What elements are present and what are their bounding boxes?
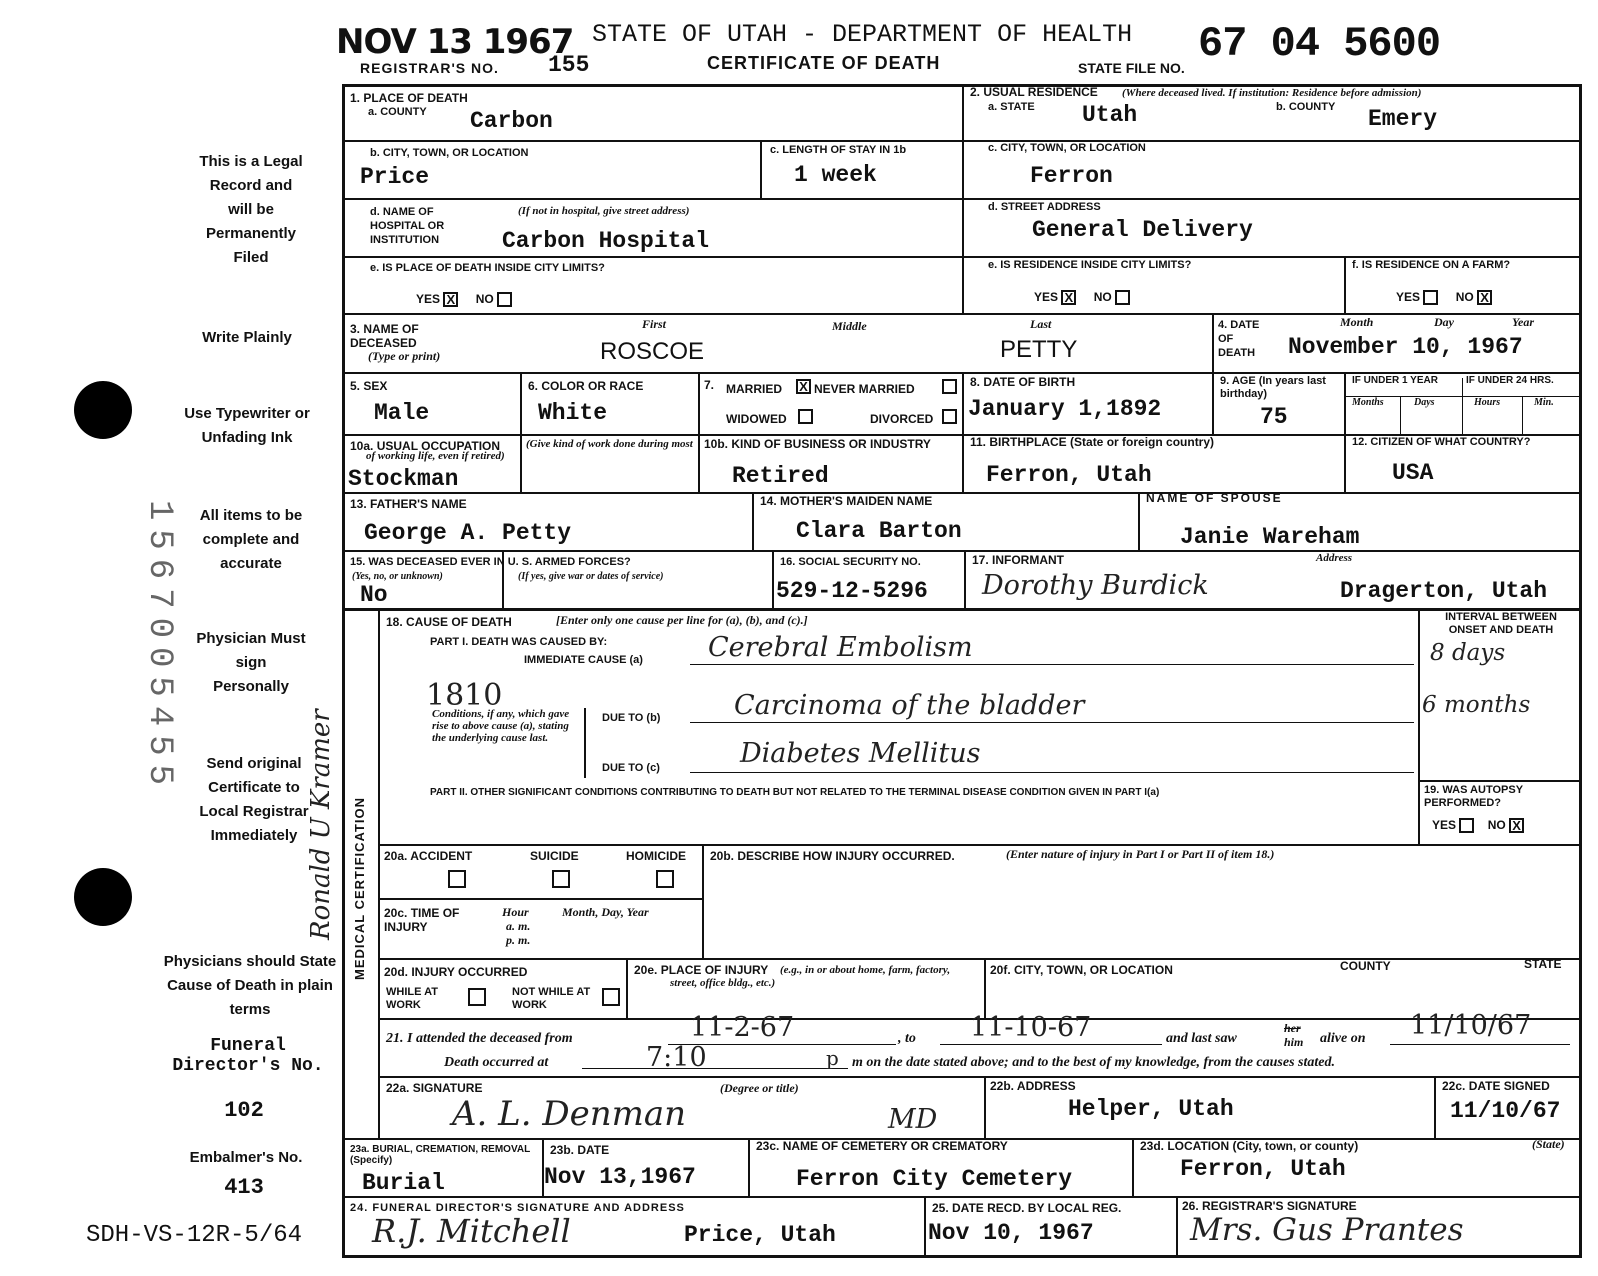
- month-label: Month: [1340, 315, 1374, 329]
- sex-label: 5. SEX: [350, 379, 388, 393]
- interval-b-value: 6 months: [1422, 692, 1531, 718]
- coding-number: 1810: [426, 678, 503, 713]
- first-name-value: ROSCOE: [600, 338, 705, 365]
- spouse-value: Janie Wareham: [1180, 524, 1360, 550]
- injury-state-label: STATE: [1524, 957, 1562, 971]
- punch-hole-bottom: [74, 868, 132, 926]
- while-at-work-label: WHILE AT WORK: [386, 986, 438, 1011]
- ssn-label: 16. SOCIAL SECURITY NO.: [780, 556, 921, 568]
- date-signed-label: 22c. DATE SIGNED: [1442, 1079, 1550, 1093]
- informant-label: 17. INFORMANT: [972, 553, 1065, 567]
- conditions-bracket: [578, 708, 586, 778]
- cemetery-label: 23c. NAME OF CEMETERY OR CREMATORY: [756, 1139, 1008, 1153]
- street-address-label: d. STREET ADDRESS: [988, 201, 1101, 213]
- funeral-director-address: Price, Utah: [684, 1222, 836, 1248]
- residence-inside-city-options: YES X NO: [1034, 290, 1130, 305]
- received-stamp: NOV 13 1967: [336, 22, 574, 62]
- autopsy-yes-checkbox[interactable]: [1459, 818, 1474, 833]
- age-label: 9. AGE (In years last birthday): [1220, 375, 1326, 400]
- part1-label: PART I. DEATH WAS CAUSED BY:: [430, 636, 608, 648]
- registrar-signature: Mrs. Gus Prantes: [1190, 1212, 1464, 1248]
- form-code: SDH-VS-12R-5/64: [86, 1222, 303, 1249]
- embalmer-label: Embalmer's No.: [189, 1149, 303, 1166]
- cause-b-value: Carcinoma of the bladder: [734, 690, 1085, 721]
- registrar-label: REGISTRAR'S NO.: [360, 60, 499, 76]
- cause-plain-note: Physicians should State Cause of Death in plain terms: [163, 953, 337, 1018]
- alive-on-value: 11/10/67: [1410, 1010, 1532, 1041]
- days-label: Days: [1414, 397, 1435, 408]
- burial-date-value: Nov 13,1967: [544, 1164, 696, 1190]
- birthplace-value: Ferron, Utah: [986, 462, 1152, 488]
- alive-on-label: alive on: [1320, 1031, 1366, 1046]
- autopsy-label: 19. WAS AUTOPSY PERFORMED?: [1424, 784, 1523, 809]
- occupation-label: 10a. USUAL OCCUPATION: [350, 439, 501, 453]
- father-label: 13. FATHER'S NAME: [350, 497, 467, 511]
- months-label: Months: [1352, 397, 1384, 408]
- funeral-director-signature-label: 24. FUNERAL DIRECTOR'S SIGNATURE AND ADDRESS: [350, 1202, 685, 1214]
- time-of-injury-label: 20c. TIME OF INJURY: [384, 906, 460, 934]
- residence-label: 2. USUAL RESIDENCE: [970, 85, 1098, 99]
- race-label: 6. COLOR OR RACE: [528, 379, 644, 393]
- death-city-label: b. CITY, TOWN, OR LOCATION: [370, 147, 529, 159]
- physician-signature: A. L. Denman: [452, 1094, 687, 1134]
- registrar-signature-label: 26. REGISTRAR'S SIGNATURE: [1182, 1199, 1357, 1213]
- vertical-control-number: 1567005455: [140, 500, 178, 795]
- occupation-note: (Give kind of work done during most of working life, even if retired): [366, 438, 693, 462]
- widowed-checkbox[interactable]: [798, 409, 813, 424]
- race-value: White: [538, 400, 608, 426]
- residence-county-label: b. COUNTY: [1276, 101, 1336, 113]
- occupation-value: Stockman: [348, 466, 459, 492]
- armed-forces-value: No: [360, 582, 388, 608]
- disposition-value: Burial: [362, 1170, 445, 1196]
- address-label: Address: [1316, 552, 1353, 564]
- informant-address-value: Dragerton, Utah: [1340, 578, 1548, 604]
- month-day-year-label: Month, Day, Year: [562, 905, 649, 919]
- funeral-director-number: 102: [224, 1098, 264, 1123]
- date-of-death-label: 4. DATE OF DEATH: [1218, 319, 1260, 359]
- farm-options: YES NO X: [1396, 290, 1492, 305]
- homicide-label: HOMICIDE: [626, 849, 686, 863]
- attended-label: 21. I attended the deceased from: [386, 1031, 573, 1046]
- farm-no-checkbox[interactable]: X: [1477, 290, 1492, 305]
- death-time-suffix: p: [826, 1046, 839, 1070]
- legal-record-note: This is a Legal Record and will be Permanently Filed: [199, 153, 303, 266]
- accident-checkbox[interactable]: [448, 870, 466, 888]
- her-label: her: [1284, 1021, 1301, 1035]
- cemetery-value: Ferron City Cemetery: [796, 1166, 1073, 1192]
- embalmer-number: 413: [224, 1175, 264, 1200]
- describe-injury-note: (Enter nature of injury in Part I or Part II of item 18.): [1006, 847, 1275, 861]
- year-label: Year: [1512, 315, 1534, 329]
- homicide-checkbox[interactable]: [656, 870, 674, 888]
- physician-address-value: Helper, Utah: [1068, 1096, 1234, 1122]
- type-or-print-note: (Type or print): [368, 349, 441, 363]
- length-of-stay-label: c. LENGTH OF STAY IN 1b: [770, 144, 907, 156]
- place-of-injury-note: (e.g., in or about home, farm, factory, street, office bldg., etc.): [670, 964, 951, 989]
- residence-inside-no-checkbox[interactable]: [1115, 290, 1130, 305]
- funeral-director-signature: R.J. Mitchell: [372, 1212, 571, 1250]
- birth-date-value: January 1,1892: [968, 396, 1162, 422]
- injury-occurred-label: 20d. INJURY OCCURRED: [384, 965, 528, 979]
- not-while-at-work-label: NOT WHILE AT WORK: [512, 986, 591, 1011]
- place-of-death-label: 1. PLACE OF DEATH: [350, 91, 468, 105]
- mother-value: Clara Barton: [796, 518, 962, 544]
- farm-label: f. IS RESIDENCE ON A FARM?: [1352, 259, 1511, 271]
- death-county-value: Carbon: [470, 108, 553, 134]
- pm-label: p. m.: [506, 933, 531, 947]
- birth-date-label: 8. DATE OF BIRTH: [970, 375, 1076, 389]
- informant-signature: Dorothy Burdick: [982, 570, 1209, 601]
- describe-injury-label: 20b. DESCRIBE HOW INJURY OCCURRED.: [710, 849, 955, 863]
- citizen-value: USA: [1392, 460, 1434, 486]
- middle-name-label: Middle: [832, 319, 867, 333]
- signature-label: 22a. SIGNATURE: [386, 1081, 483, 1095]
- certificate-title: CERTIFICATE OF DEATH: [707, 53, 941, 73]
- residence-state-label: a. STATE: [988, 101, 1035, 113]
- am-label: a. m.: [506, 919, 531, 933]
- funeral-director-label: Funeral Director's No.: [172, 1036, 324, 1076]
- part2-label: PART II. OTHER SIGNIFICANT CONDITIONS CONTRIBUTING TO DEATH BUT NOT RELATED TO THE TERMINAL DISEASE CONDITION GIVEN IN PART I(a): [430, 787, 1160, 798]
- last-saw-label: and last saw: [1166, 1031, 1237, 1046]
- send-original-note: Send original Certificate to Local Registrar Immediately: [199, 755, 309, 844]
- divorced-checkbox[interactable]: [942, 409, 957, 424]
- armed-forces-label: 15. WAS DECEASED EVER IN U. S. ARMED FORCES?: [350, 556, 631, 568]
- death-county-label: a. COUNTY: [368, 106, 427, 118]
- to-label: , to: [898, 1031, 916, 1046]
- physician-address-label: 22b. ADDRESS: [990, 1079, 1076, 1093]
- death-occurred-tail: m on the date stated above; and to the best of my knowledge, from the causes stated.: [852, 1055, 1335, 1070]
- length-of-stay-value: 1 week: [794, 162, 877, 188]
- date-received-label: 25. DATE RECD. BY LOCAL REG.: [932, 1201, 1122, 1215]
- spouse-label: NAME OF SPOUSE: [1146, 491, 1283, 505]
- never-married-checkbox[interactable]: [942, 379, 957, 394]
- residence-note: (Where deceased lived. If institution: Residence before admission): [1122, 87, 1422, 99]
- write-plainly-note: Write Plainly: [202, 329, 292, 346]
- day-label: Day: [1434, 315, 1454, 329]
- burial-location-label: 23d. LOCATION (City, town, or county): [1140, 1139, 1359, 1153]
- death-time-value: 7:10: [646, 1042, 707, 1073]
- physician-degree: MD: [888, 1104, 938, 1135]
- last-name-value: PETTY: [1000, 336, 1078, 363]
- cause-a-value: Cerebral Embolism: [708, 632, 973, 663]
- under-24-hours-label: IF UNDER 24 HRS.: [1466, 375, 1554, 386]
- place-of-injury-label: 20e. PLACE OF INJURY: [634, 963, 769, 977]
- due-to-b-label: DUE TO (b): [602, 712, 661, 724]
- death-city-value: Price: [360, 164, 430, 190]
- autopsy-no-checkbox[interactable]: X: [1509, 818, 1524, 833]
- residence-inside-yes-checkbox[interactable]: X: [1061, 290, 1076, 305]
- suicide-label: SUICIDE: [530, 849, 579, 863]
- sex-value: Male: [374, 400, 430, 426]
- burial-location-value: Ferron, Utah: [1180, 1156, 1346, 1182]
- residence-state-value: Utah: [1082, 102, 1138, 128]
- due-to-c-label: DUE TO (c): [602, 762, 660, 774]
- medical-certification-label: MEDICAL CERTIFICATION: [352, 796, 367, 980]
- hours-label: Hours: [1474, 397, 1501, 408]
- date-of-death-value: November 10, 1967: [1288, 334, 1523, 360]
- death-inside-yes-checkbox[interactable]: X: [443, 292, 458, 307]
- hospital-value: Carbon Hospital: [502, 228, 710, 254]
- farm-yes-checkbox[interactable]: [1423, 290, 1438, 305]
- business-value: Retired: [732, 463, 829, 489]
- hospital-note: (If not in hospital, give street address): [518, 205, 690, 217]
- cause-c-value: Diabetes Mellitus: [740, 738, 981, 769]
- complete-note: All items to be complete and accurate: [199, 507, 303, 572]
- death-occurred-label: Death occurred at: [444, 1055, 549, 1070]
- citizen-label: 12. CITIZEN OF WHAT COUNTRY?: [1352, 436, 1531, 448]
- attended-to-value: 11-10-67: [970, 1012, 1092, 1043]
- date-received-value: Nov 10, 1967: [928, 1220, 1094, 1246]
- age-value: 75: [1260, 404, 1288, 430]
- conditions-note: Conditions, if any, which gave rise to above cause (a), stating the underlying cause last.: [432, 708, 570, 744]
- cause-instructions: [Enter only one cause per line for (a), (b), and (c).]: [556, 613, 808, 627]
- immediate-cause-label: IMMEDIATE CAUSE (a): [524, 654, 643, 666]
- birthplace-label: 11. BIRTHPLACE (State or foreign country): [970, 435, 1215, 449]
- death-inside-city-label: e. IS PLACE OF DEATH INSIDE CITY LIMITS?: [370, 262, 605, 274]
- him-label: him: [1284, 1035, 1304, 1049]
- accident-label: 20a. ACCIDENT: [384, 849, 473, 863]
- residence-county-value: Emery: [1368, 106, 1438, 132]
- injury-city-label: 20f. CITY, TOWN, OR LOCATION: [990, 963, 1173, 977]
- death-inside-no-checkbox[interactable]: [497, 292, 512, 307]
- marital-status: 7. MARRIED X NEVER MARRIED WIDOWED DIVORCED: [704, 378, 960, 434]
- attended-from-value: 11-2-67: [690, 1012, 795, 1043]
- burial-date-label: 23b. DATE: [550, 1143, 610, 1157]
- deceased-name-label: 3. NAME OF DECEASED: [350, 322, 419, 350]
- state-file-label: STATE FILE NO.: [1078, 60, 1185, 76]
- residence-city-label: c. CITY, TOWN, OR LOCATION: [988, 142, 1146, 154]
- death-inside-city-options: YES X NO: [416, 292, 512, 307]
- hour-label: Hour: [502, 905, 529, 919]
- last-name-label: Last: [1030, 317, 1052, 331]
- burial-state-note: (State): [1532, 1137, 1565, 1151]
- cause-of-death-label: 18. CAUSE OF DEATH: [386, 615, 512, 629]
- while-at-work-checkbox[interactable]: [468, 988, 486, 1006]
- typewriter-note: Use Typewriter or Unfading Ink: [184, 405, 310, 446]
- interval-label: INTERVAL BETWEEN ONSET AND DEATH: [1445, 611, 1557, 636]
- suicide-checkbox[interactable]: [552, 870, 570, 888]
- armed-note-1: (Yes, no, or unknown): [352, 571, 443, 582]
- certificate-header: [0, 0, 1598, 84]
- state-file-number: 67 04 5600: [1198, 20, 1441, 68]
- autopsy-options: YES NO X: [1432, 818, 1524, 833]
- registrar-number: 155: [548, 52, 590, 78]
- business-label: 10b. KIND OF BUSINESS OR INDUSTRY: [704, 437, 931, 451]
- interval-a-value: 8 days: [1430, 640, 1506, 666]
- physician-sign-note: Physician Must sign Personally: [196, 630, 306, 695]
- department-title: STATE OF UTAH - DEPARTMENT OF HEALTH: [592, 20, 1133, 49]
- degree-label: (Degree or title): [720, 1081, 799, 1095]
- date-signed-value: 11/10/67: [1450, 1098, 1561, 1124]
- father-value: George A. Petty: [364, 520, 572, 546]
- street-address-value: General Delivery: [1032, 217, 1253, 243]
- vertical-signature: Ronald U Kramer: [306, 709, 336, 940]
- ssn-value: 529-12-5296: [776, 578, 928, 604]
- armed-note-2: (If yes, give war or dates of service): [518, 571, 664, 582]
- married-checkbox[interactable]: X: [796, 379, 811, 394]
- not-while-at-work-checkbox[interactable]: [602, 988, 620, 1006]
- punch-hole-top: [74, 381, 132, 439]
- residence-city-value: Ferron: [1030, 163, 1113, 189]
- under-one-year-label: IF UNDER 1 YEAR: [1352, 375, 1438, 386]
- minutes-label: Min.: [1534, 397, 1554, 408]
- disposition-label: 23a. BURIAL, CREMATION, REMOVAL (Specify): [350, 1144, 531, 1166]
- hospital-label: d. NAME OF HOSPITAL OR INSTITUTION: [370, 206, 445, 246]
- mother-label: 14. MOTHER'S MAIDEN NAME: [760, 494, 933, 508]
- residence-inside-city-label: e. IS RESIDENCE INSIDE CITY LIMITS?: [988, 259, 1192, 271]
- first-name-label: First: [642, 317, 667, 331]
- injury-county-label: COUNTY: [1340, 959, 1391, 973]
